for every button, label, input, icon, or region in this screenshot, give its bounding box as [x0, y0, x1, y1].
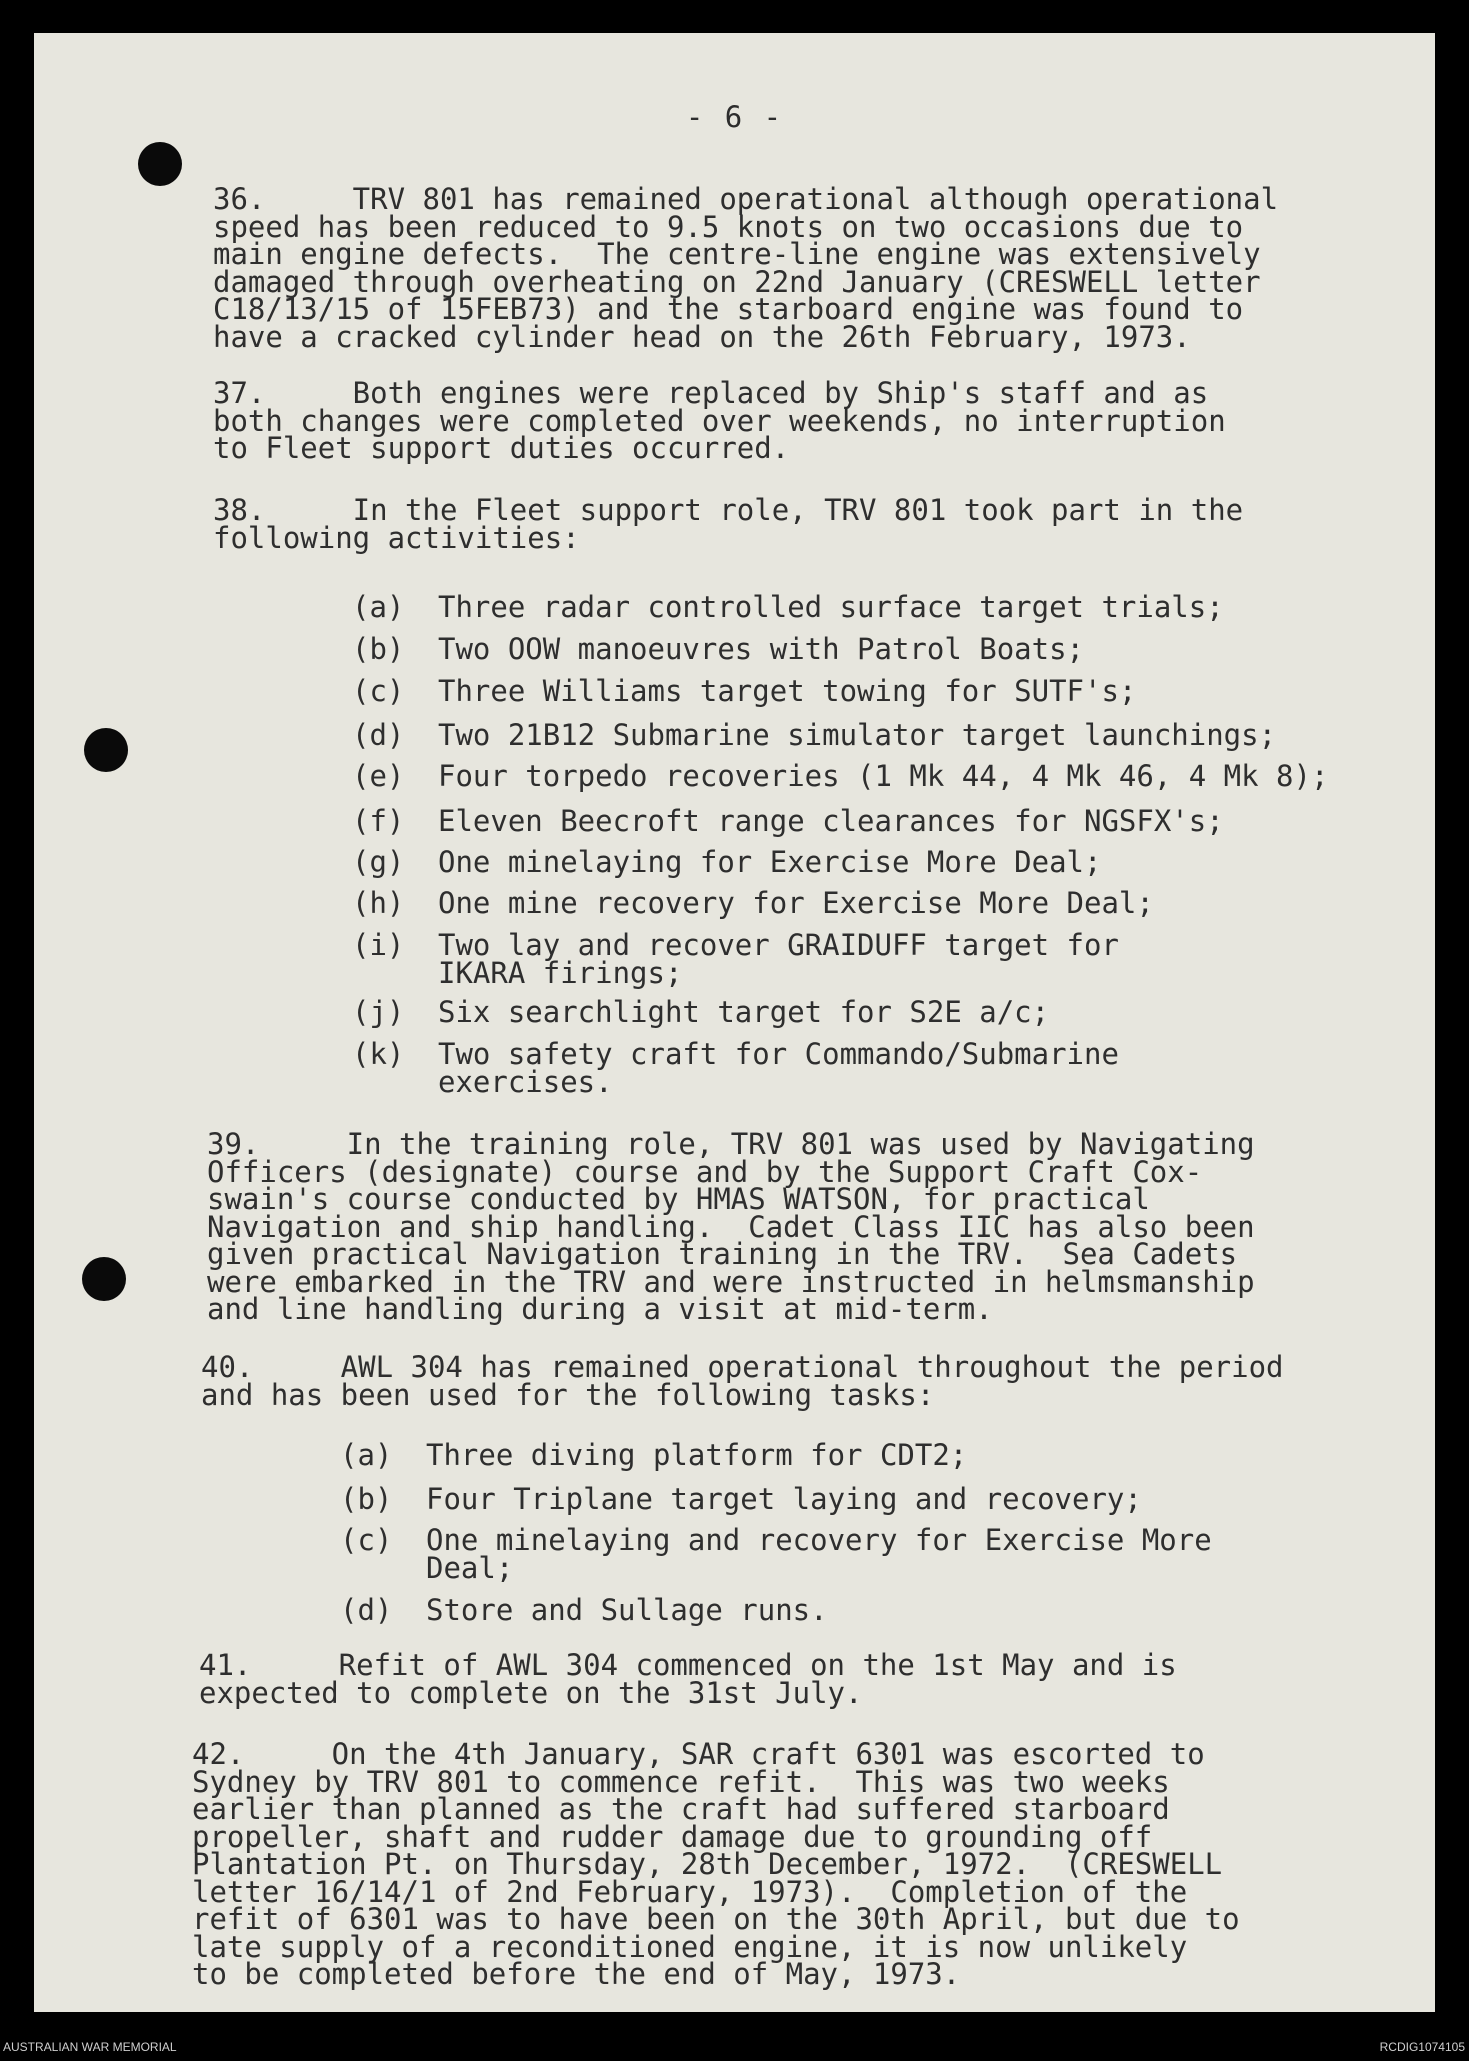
- list-item-line: Two OOW manoeuvres with Patrol Boats;: [438, 632, 1085, 666]
- list-item-line: Six searchlight target for S2E a/c;: [438, 995, 1050, 1029]
- list-item-line: Four Triplane target laying and recovery;: [426, 1482, 1142, 1516]
- list-item-text: [426, 1523, 1212, 1585]
- footer-right: RCDIG1074105: [1379, 2040, 1465, 2054]
- paragraph-line: 39. In the training role, TRV 801 was used by Navigating: [207, 1127, 1255, 1161]
- paragraph: [213, 376, 1226, 465]
- list-item-line: Eleven Beecroft range clearances for NGSFX's;: [438, 804, 1224, 838]
- footer-left: AUSTRALIAN WAR MEMORIAL: [3, 2040, 177, 2054]
- paragraph-line: both changes were completed over weekends, no interruption: [213, 403, 1226, 438]
- paragraph-line: have a cracked cylinder head on the 26th February, 1973.: [213, 319, 1191, 354]
- list-item-label: (j): [352, 995, 405, 1029]
- list-item-text: [426, 1438, 968, 1472]
- paragraph-line: 42. On the 4th January, SAR craft 6301 was escorted to: [192, 1737, 1205, 1771]
- list-item-text: [426, 1593, 828, 1627]
- list-item-label: (k): [352, 1037, 405, 1071]
- paragraph-line: expected to complete on the 31st July.: [199, 1675, 863, 1710]
- list-item-line: Two lay and recover GRAIDUFF target for: [438, 928, 1119, 962]
- list-item-label: (h): [352, 886, 405, 920]
- paragraph-line: to Fleet support duties occurred.: [213, 431, 790, 465]
- paragraph-line: letter 16/14/1 of 2nd February, 1973). Completion of the: [192, 1874, 1188, 1909]
- paragraph: [213, 182, 1279, 354]
- list-item-line: Three diving platform for CDT2;: [426, 1438, 968, 1472]
- list-item-label: (c): [340, 1523, 393, 1557]
- list-item-text: [438, 1037, 1119, 1099]
- list-item-line: Three radar controlled surface target trials;: [438, 590, 1224, 624]
- list-item-line: Store and Sullage runs.: [426, 1593, 828, 1627]
- list-item-line: One minelaying and recovery for Exercise More: [426, 1523, 1212, 1557]
- paragraph-line: Officers (designate) course and by the Support Craft Cox-: [207, 1154, 1203, 1189]
- list-item-text: [438, 845, 1102, 879]
- list-item-text: [438, 995, 1050, 1029]
- paragraph: [192, 1737, 1240, 1991]
- paragraph-line: C18/13/15 of 15FEB73) and the starboard engine was found to: [213, 292, 1244, 326]
- list-item-label: (g): [352, 845, 405, 879]
- paragraph: [207, 1127, 1255, 1326]
- list-item-label: (i): [352, 928, 405, 962]
- paragraph-line: following activities:: [213, 520, 580, 555]
- paragraph-line: propeller, shaft and rudder damage due to grounding off: [192, 1819, 1153, 1854]
- list-item-label: (a): [352, 590, 405, 624]
- list-item-label: (d): [340, 1593, 393, 1627]
- paragraph-line: main engine defects. The centre-line engine was extensively: [213, 237, 1261, 271]
- list-item-text: [426, 1482, 1142, 1516]
- list-item-text: [438, 928, 1119, 990]
- paragraph-line: Navigation and ship handling. Cadet Class IIC has also been: [207, 1209, 1255, 1244]
- list-item-label: (c): [352, 674, 405, 708]
- list-item-label: (e): [352, 759, 405, 793]
- list-item-line: Two safety craft for Commando/Submarine: [438, 1037, 1119, 1071]
- list-item-label: (d): [352, 718, 405, 752]
- list-item-text: [438, 590, 1224, 624]
- paragraph-line: Sydney by TRV 801 to commence refit. This was two weeks: [192, 1764, 1170, 1799]
- list-item-line: One mine recovery for Exercise More Deal;: [438, 886, 1154, 920]
- paragraph-line: earlier than planned as the craft had suffered starboard: [192, 1792, 1170, 1826]
- paragraph-line: and has been used for the following tasks:: [201, 1377, 935, 1412]
- list-item-text: [438, 718, 1277, 752]
- list-item-text: [438, 674, 1137, 708]
- paragraph-line: to be completed before the end of May, 1973.: [192, 1957, 961, 1991]
- list-item-line: Deal;: [426, 1550, 514, 1585]
- paragraph: [199, 1648, 1177, 1710]
- list-item-text: [438, 804, 1224, 838]
- list-item-text: [438, 632, 1085, 666]
- list-item-line: Two 21B12 Submarine simulator target launchings;: [438, 718, 1277, 752]
- paragraph-line: were embarked in the TRV and were instructed in helmsmanship: [207, 1264, 1255, 1299]
- list-item-text: [438, 759, 1329, 793]
- list-item-text: [438, 886, 1154, 920]
- paragraph-line: 38. In the Fleet support role, TRV 801 took part in the: [213, 493, 1244, 527]
- paragraph: [213, 493, 1244, 555]
- list-item-label: (f): [352, 804, 405, 838]
- paragraph-line: swain's course conducted by HMAS WATSON, for practical: [207, 1182, 1150, 1216]
- list-item-label: (b): [352, 632, 405, 666]
- paragraph-line: Plantation Pt. on Thursday, 28th December, 1972. (CRESWELL: [192, 1847, 1223, 1881]
- paragraph-line: refit of 6301 was to have been on the 30th April, but due to: [192, 1902, 1240, 1936]
- list-item-line: IKARA firings;: [438, 955, 683, 990]
- paragraph-line: 40. AWL 304 has remained operational throughout the period: [201, 1350, 1284, 1384]
- list-item-line: Three Williams target towing for SUTF's;: [438, 674, 1137, 708]
- list-item-label: (a): [340, 1438, 393, 1472]
- paragraph-line: damaged through overheating on 22nd January (CRESWELL letter: [213, 264, 1261, 299]
- page-number: - 6 -: [685, 100, 784, 134]
- paragraph-line: 36. TRV 801 has remained operational although operational: [213, 182, 1279, 216]
- paragraph: [201, 1350, 1284, 1412]
- paragraph-line: and line handling during a visit at mid-term.: [207, 1292, 993, 1326]
- list-item-line: Four torpedo recoveries (1 Mk 44, 4 Mk 46, 4 Mk 8);: [438, 759, 1329, 793]
- list-item-line: exercises.: [438, 1064, 613, 1099]
- list-item-line: One minelaying for Exercise More Deal;: [438, 845, 1102, 879]
- paragraph-line: 37. Both engines were replaced by Ship's staff and as: [213, 376, 1209, 410]
- paragraph-line: given practical Navigation training in the TRV. Sea Cadets: [207, 1237, 1238, 1271]
- paragraph-line: late supply of a reconditioned engine, it is now unlikely: [192, 1929, 1188, 1964]
- list-item-label: (b): [340, 1482, 393, 1516]
- paragraph-line: speed has been reduced to 9.5 knots on two occasions due to: [213, 209, 1244, 244]
- paragraph-line: 41. Refit of AWL 304 commenced on the 1st May and is: [199, 1648, 1177, 1682]
